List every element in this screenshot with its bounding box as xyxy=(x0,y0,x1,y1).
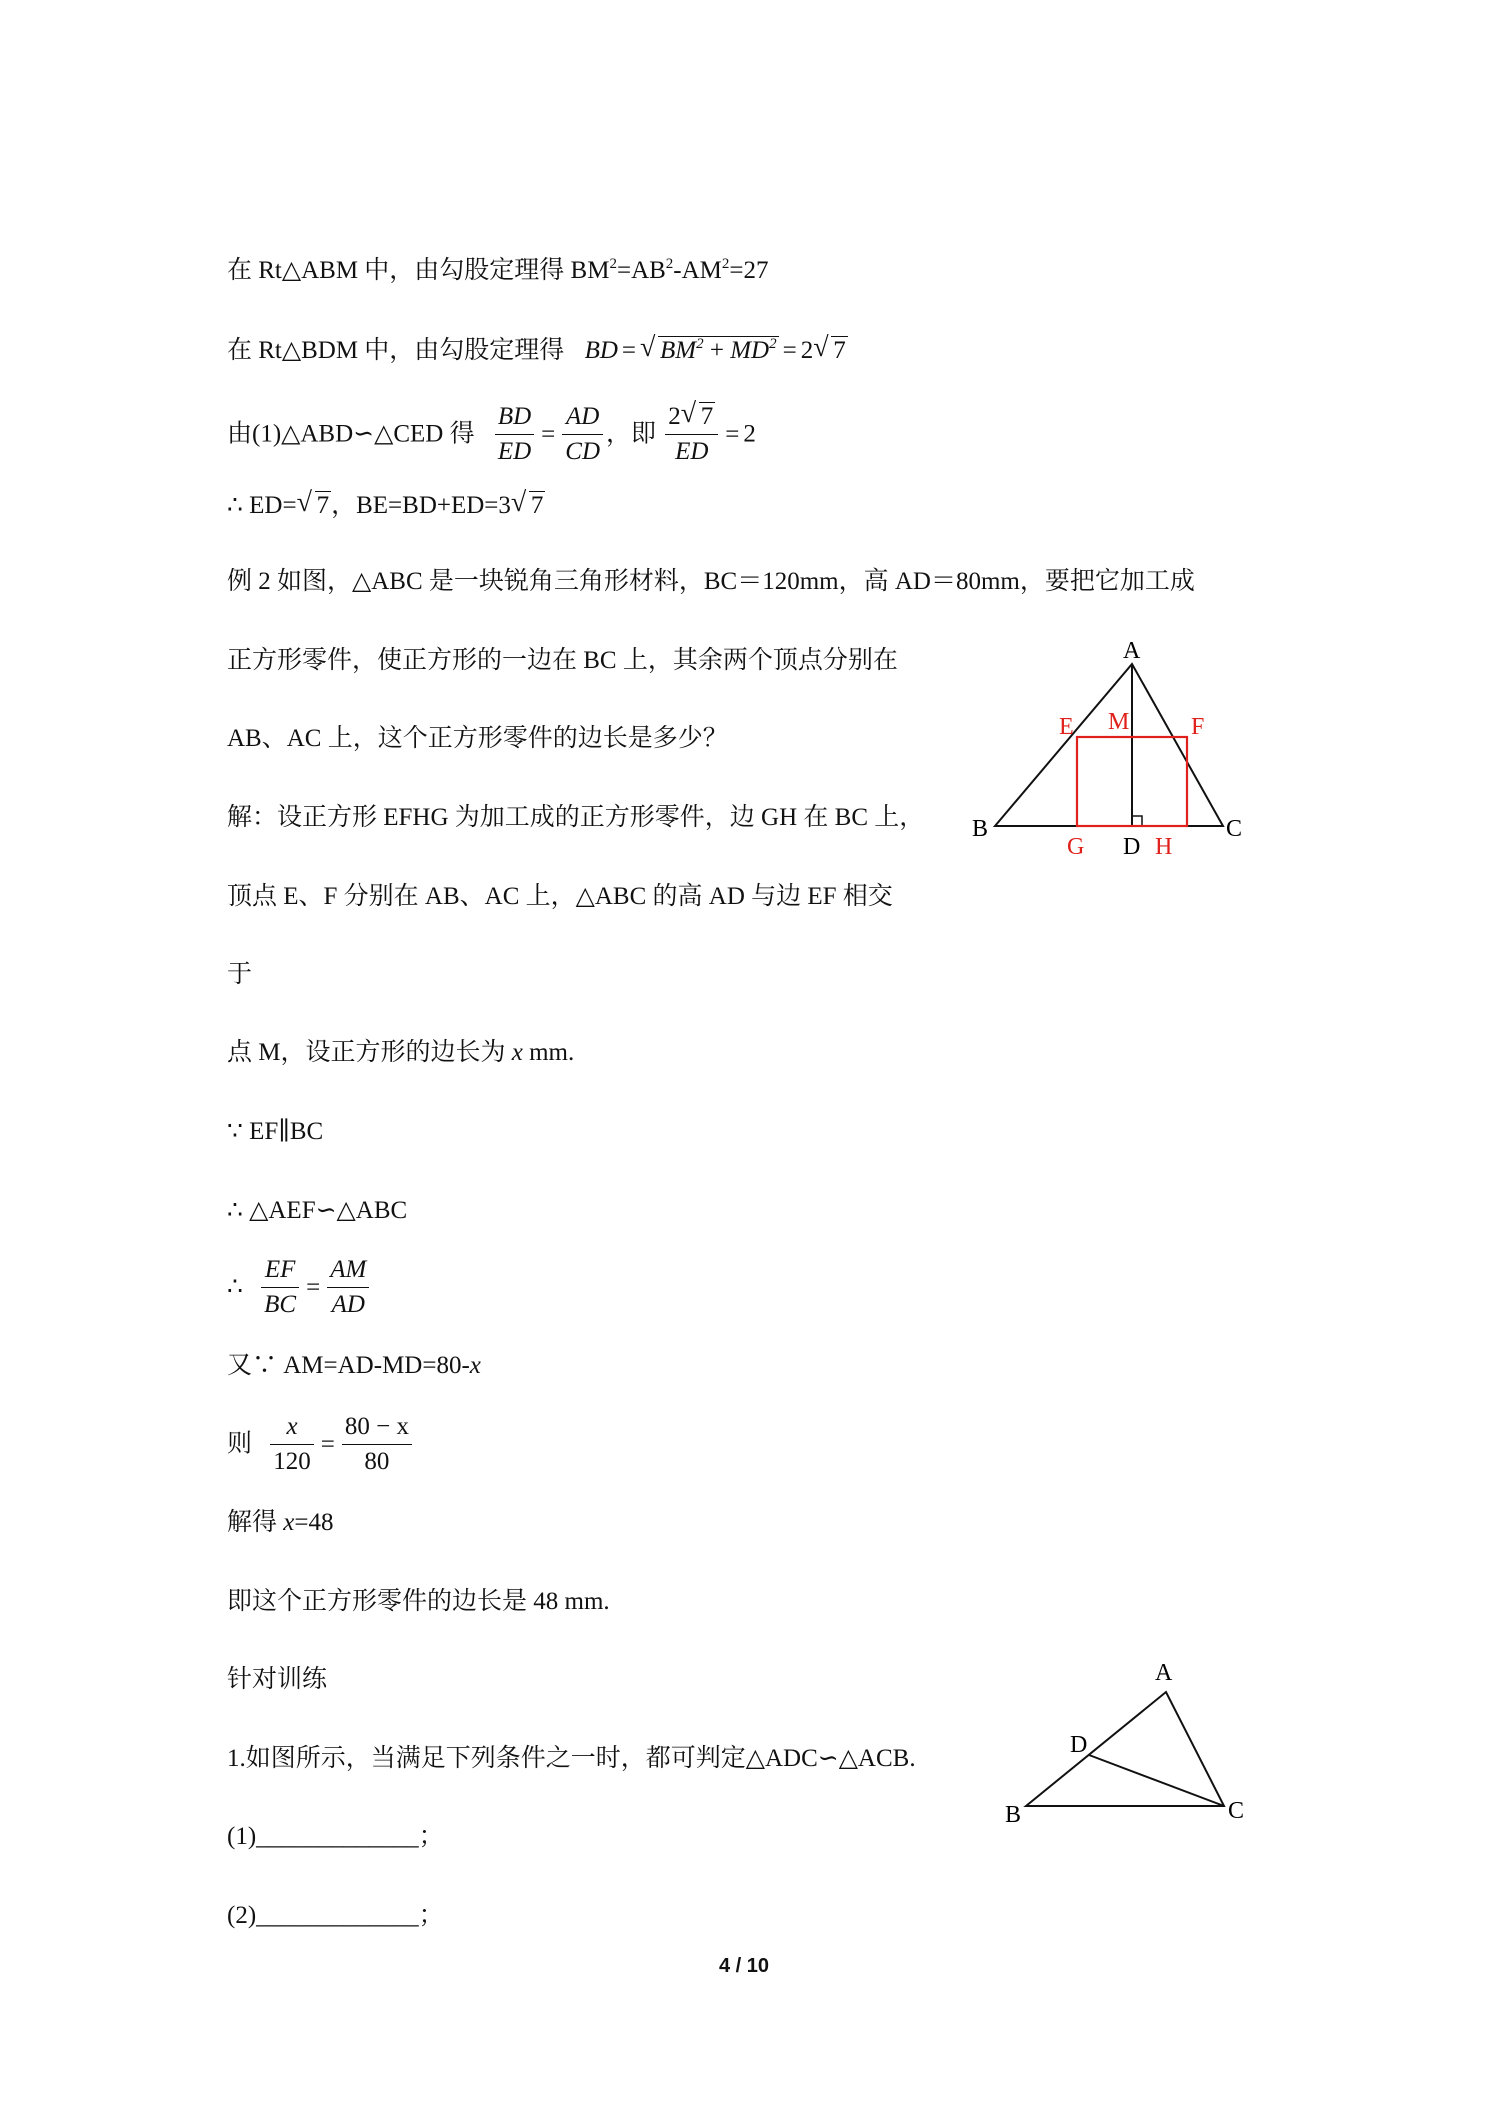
text: 又∵ AM=AD-MD=80- xyxy=(227,1352,470,1379)
text: 解得 xyxy=(227,1509,284,1536)
line-9: 顶点 E、F 分别在 AB、AC 上，△ABC 的高 AD 与边 EF 相交 xyxy=(227,883,893,910)
fraction-bd-ed: $\frac{BD}{ED}$ xyxy=(495,401,534,468)
line-14 xyxy=(227,1254,372,1321)
label-d: D xyxy=(1070,1732,1088,1758)
fraction-ef-bc: $\frac{EF}{BC}$ xyxy=(261,1254,299,1321)
exponent: 2 xyxy=(769,336,777,352)
equals: = xyxy=(725,420,740,448)
label-d: D xyxy=(1123,834,1141,860)
equals: = xyxy=(320,1430,335,1458)
line-15 xyxy=(227,1349,481,1383)
line-19: 针对训练 xyxy=(227,1666,328,1693)
exponent: 2 xyxy=(665,256,674,272)
var-x: x xyxy=(469,1352,481,1379)
text: ，BE=BD+ED=3 xyxy=(331,492,511,519)
value: 2 xyxy=(743,420,756,448)
label-b: B xyxy=(1005,1802,1022,1828)
fraction-80minusx-80: $\frac{80 - x}{80}$ xyxy=(342,1411,412,1478)
text: 由(1)△ABD∽△CED 得 xyxy=(227,420,475,448)
equals: = xyxy=(306,1273,321,1301)
label-a: A xyxy=(1123,640,1141,664)
label-c: C xyxy=(1226,816,1243,842)
math-bm: BM xyxy=(660,337,697,364)
text: ，即 xyxy=(606,420,657,448)
math-bd: BD xyxy=(584,337,618,364)
line-18: 即这个正方形零件的边长是 48 mm. xyxy=(227,1588,610,1615)
plus: + xyxy=(703,337,731,364)
line-8: 解：设正方形 EFHG 为加工成的正方形零件，边 GH 在 BC 上， xyxy=(227,804,925,831)
right-angle-mark xyxy=(1132,816,1142,826)
segment-dc xyxy=(1089,1755,1224,1806)
sqrt-expression xyxy=(640,334,779,368)
text: =48 xyxy=(294,1509,334,1536)
equals: = xyxy=(782,337,797,364)
equals: = xyxy=(541,420,556,448)
equals: = xyxy=(621,337,636,364)
figure-triangle-adc xyxy=(990,1650,1270,1830)
line-22: (2)_____________； xyxy=(227,1902,444,1929)
label-f: F xyxy=(1191,714,1205,740)
line-2 xyxy=(227,334,848,368)
line-5: 例 2 如图，△ABC 是一块锐角三角形材料，BC＝120mm，高 AD＝80mm，要把它加工成 xyxy=(227,568,1195,595)
label-e: E xyxy=(1059,714,1074,740)
line-6: 正方形零件，使正方形的一边在 BC 上，其余两个顶点分别在 xyxy=(227,647,898,674)
exponent: 2 xyxy=(609,256,617,272)
text: mm. xyxy=(522,1039,575,1066)
var-x: x xyxy=(511,1039,523,1066)
figure-triangle-square xyxy=(960,640,1280,870)
text: 在 Rt△BDM 中，由勾股定理得 xyxy=(227,337,565,364)
label-m: M xyxy=(1108,709,1130,735)
fraction-2root7-ed: $\frac{2√ 7}{ED}$ xyxy=(665,401,718,468)
line-17 xyxy=(227,1506,333,1540)
line-10: 于 xyxy=(227,961,253,988)
line-4 xyxy=(227,489,545,523)
fraction-ad-cd: $\frac{AD}{CD}$ xyxy=(562,401,603,468)
math-md: MD xyxy=(730,337,770,364)
line-11 xyxy=(227,1036,574,1070)
text: 在 Rt△ABM 中，由勾股定理得 BM xyxy=(227,257,610,284)
triangle-abc-2 xyxy=(1026,1692,1224,1806)
line-16 xyxy=(227,1411,415,1478)
line-13: ∴ △AEF∽△ABC xyxy=(227,1197,408,1224)
sqrt-7: √ 7 xyxy=(813,334,848,368)
line-20: 1.如图所示，当满足下列条件之一时，都可判定△ADC∽△ACB. xyxy=(227,1745,916,1772)
sqrt-7: √ 7 xyxy=(681,401,716,433)
exponent: 2 xyxy=(696,336,704,352)
text: -AM xyxy=(673,257,722,284)
var-x: x xyxy=(283,1509,295,1536)
line-1 xyxy=(227,254,769,288)
text: 则 xyxy=(227,1430,253,1458)
text: =27 xyxy=(729,257,769,284)
text: =AB xyxy=(616,257,666,284)
coef: 2 xyxy=(800,337,814,364)
line-3 xyxy=(227,401,756,468)
label-b: B xyxy=(972,816,989,842)
exponent: 2 xyxy=(721,256,730,272)
fraction-x-120: $\frac{x}{120}$ xyxy=(270,1411,314,1478)
line-21: (1)_____________； xyxy=(227,1823,444,1850)
text: 点 M，设正方形的边长为 xyxy=(227,1039,506,1066)
label-a: A xyxy=(1155,1660,1173,1686)
line-7: AB、AC 上，这个正方形零件的边长是多少？ xyxy=(227,725,728,752)
page-number: 4 / 10 xyxy=(718,1955,770,1977)
sqrt-7: √ 7 xyxy=(297,489,332,523)
label-h: H xyxy=(1155,834,1173,860)
triangle-abc xyxy=(995,664,1223,826)
label-g: G xyxy=(1067,834,1085,860)
fraction-am-ad: $\frac{AM}{AD}$ xyxy=(327,1254,369,1321)
therefore: ∴ xyxy=(227,1273,243,1301)
line-12: ∵ EF∥BC xyxy=(227,1118,324,1145)
text: ∴ ED= xyxy=(227,492,297,519)
label-c: C xyxy=(1228,1798,1245,1824)
sqrt-7: √ 7 xyxy=(511,489,546,523)
